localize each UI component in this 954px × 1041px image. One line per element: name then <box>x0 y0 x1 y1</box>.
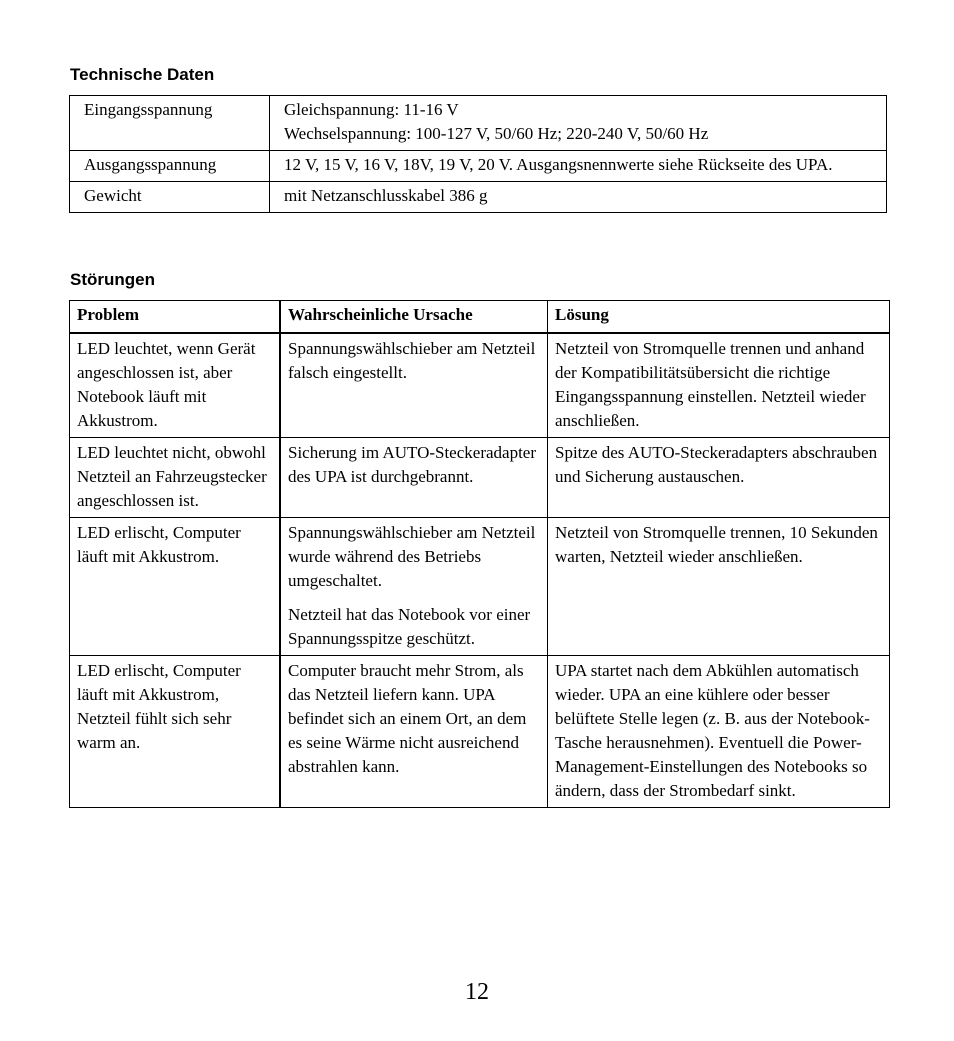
cause-cell <box>280 438 548 518</box>
problem-cell: LED leuchtet, wenn Gerät angeschlossen ist, aber Notebook läuft mit Akkustrom. <box>70 333 281 438</box>
column-header-problem: Problem <box>70 301 281 334</box>
problem-cell: LED leuchtet nicht, obwohl Netzteil an Fahrzeugstecker angeschlossen ist. <box>70 438 281 518</box>
solution-cell: UPA startet nach dem Abkühlen automatisch wieder. UPA an eine kühlere oder besser belüftete Stelle legen (z. B. aus der Notebook-Tasche herausnehmen). Eventuell die Power-Management-Einstellungen des Notebooks so ändern, dass der Strombedarf sinkt. <box>548 656 890 808</box>
cause-text: Sicherung im AUTO-Steckeradapter des UPA ist durchgebrannt. <box>288 443 537 486</box>
spec-value <box>270 151 887 182</box>
technical-data-table <box>69 95 887 213</box>
table-row <box>70 518 890 656</box>
spec-label: Eingangsspannung <box>70 96 270 151</box>
spec-value <box>270 182 887 213</box>
cause-cell <box>280 656 548 808</box>
cause-text: Computer braucht mehr Strom, als das Netzteil liefern kann. UPA befindet sich an einem Ort, an dem es seine Wärme nicht ausreichend abstrahlen kann. <box>288 661 527 776</box>
table-header-row <box>70 301 890 334</box>
table-row <box>70 656 890 808</box>
solution-cell: Netzteil von Stromquelle trennen, 10 Sekunden warten, Netzteil wieder anschließen. <box>548 518 890 656</box>
table-row <box>70 151 887 182</box>
solution-cell: Spitze des AUTO-Steckeradapters abschrauben und Sicherung austauschen. <box>548 438 890 518</box>
column-header-solution: Lösung <box>548 301 890 334</box>
solution-cell: Netzteil von Stromquelle trennen und anhand der Kompatibilitätsübersicht die richtige Eingangsspannung einstellen. Netzteil wieder anschließen. <box>548 333 890 438</box>
spec-value <box>270 96 887 151</box>
spec-label: Gewicht <box>70 182 270 213</box>
problem-cell: LED erlischt, Computer läuft mit Akkustrom. <box>70 518 281 656</box>
table-row <box>70 333 890 438</box>
cause-cell <box>280 333 548 438</box>
cause-text: Spannungswählschieber am Netzteil wurde während des Betriebs umgeschaltet. <box>288 523 536 590</box>
spec-value-line: Wechselspannung: 100-127 V, 50/60 Hz; 220-240 V, 50/60 Hz <box>284 124 709 143</box>
problem-cell: LED erlischt, Computer läuft mit Akkustrom, Netzteil fühlt sich sehr warm an. <box>70 656 281 808</box>
cause-text: Netzteil hat das Notebook vor einer Spannungsspitze geschützt. <box>288 605 531 648</box>
spec-label: Ausgangsspannung <box>70 151 270 182</box>
page-number: 12 <box>465 979 489 1005</box>
troubleshooting-table <box>69 300 890 808</box>
spec-value-line: mit Netzanschlusskabel 386 g <box>284 186 488 205</box>
column-header-cause: Wahrscheinliche Ursache <box>280 301 548 334</box>
troubleshooting-heading: Störungen <box>70 270 155 289</box>
table-row <box>70 96 887 151</box>
table-row <box>70 182 887 213</box>
cause-cell <box>280 518 548 656</box>
cause-text: Spannungswählschieber am Netzteil falsch eingestellt. <box>288 339 536 382</box>
table-row <box>70 438 890 518</box>
spec-value-line: 12 V, 15 V, 16 V, 18V, 19 V, 20 V. Ausgangsnennwerte siehe Rückseite des UPA. <box>284 155 833 174</box>
technical-data-heading: Technische Daten <box>70 65 215 84</box>
spec-value-line: Gleichspannung: 11-16 V <box>284 100 459 119</box>
